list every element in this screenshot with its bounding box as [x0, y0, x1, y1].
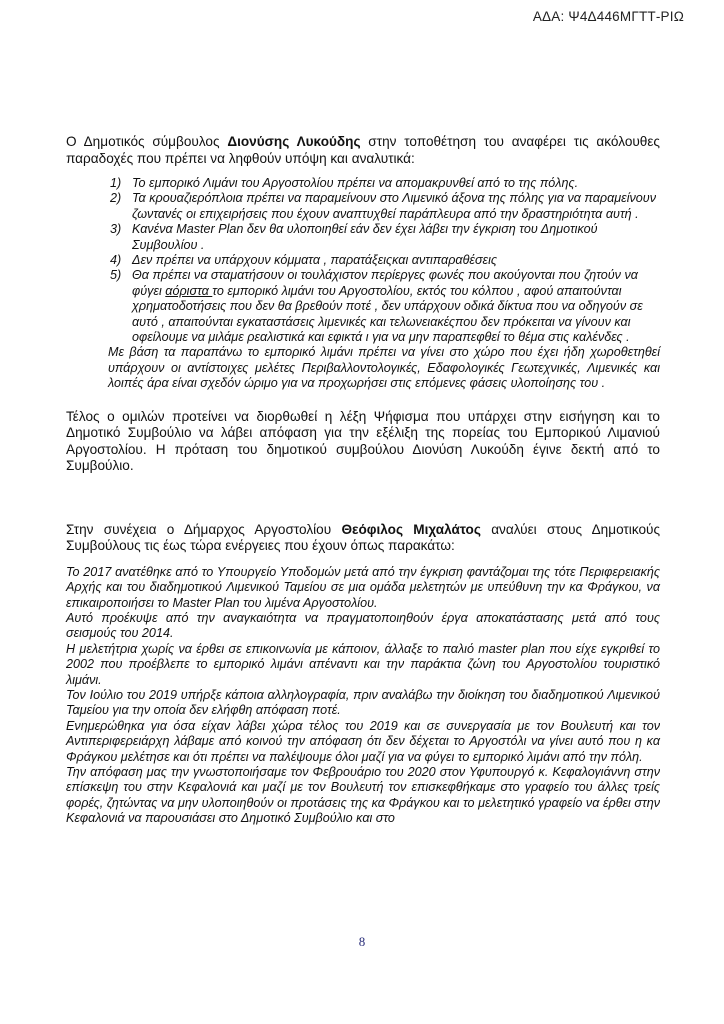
statement-paragraph: Το 2017 ανατέθηκε από το Υπουργείο Υποδομών μετά από την έγκριση φαντάζομαι της τότε Περιφερειακής Αρχής και του διαδημοτικού Λιμενικού Ταμείου σε μια ομάδα μελετητών με υπεύθυνη την κα Φράγκου, να επικαιροποιήσει το Master Plan του λιμένα Αργοστολίου.	[66, 564, 660, 610]
speaker-name: Θεόφιλος Μιχαλάτος	[341, 521, 481, 537]
points-list	[66, 176, 660, 345]
statement-paragraph: Τον Ιούλιο του 2019 υπήρξε κάποια αλληλογραφία, πριν αναλάβω την διοίκηση του διαδημοτικού Λιμενικού Ταμείου για την οποία δεν ελήφθη απόφαση ποτέ.	[66, 687, 660, 718]
list-item	[66, 191, 660, 222]
statement-paragraph: Την απόφαση μας την γνωστοποιήσαμε τον Φεβρουάριο του 2020 στον Υφυπουργό κ. Κεφαλογιάννη στην επίσκεψη του στην Κεφαλονιά και μαζί με τον Βουλευτή τον επισκεφθήκαμε στο γραφείο του άλλες τρείς φορές, ζητώντας να μην υλοποιηθούν οι προτάσεις της κα Φράγκου και το μελετητικό γραφείο να έρθει στην Κεφαλονιά να παρουσιάσει στο Δημοτικό Συμβούλιο και στο	[66, 764, 660, 826]
speaker-name: Διονύσης Λυκούδης	[227, 134, 361, 149]
statement-paragraph: Αυτό προέκυψε από την αναγκαιότητα να πραγματοποιηθούν έργα αποκατάστασης μετά από τους σεισμούς του 2014.	[66, 610, 660, 641]
section3-intro	[66, 522, 660, 555]
list-number: 5)	[110, 268, 122, 283]
list-text: το εμπορικό λιμάνι του Αργοστολίου, εκτός του κόλπου , αφού απαιτούνται χρηματοδοτήσεις που δεν θα βρεθούν ποτέ , δεν υπάρχουν οδικά δίκτυα που να οδηγούν σε αυτό , απαιτούνται εγκαταστάσεις λιμενικές και τελωνειακέςπου δεν πρόκειται να γίνουν και οφείλουμε να μιλάμε ρεαλιστικά και εφικτά ι για να μην παραπεφθεί το θέμα στις καλένδες .	[132, 283, 643, 345]
underlined-word: αόριστα	[165, 283, 213, 298]
list-number: 3)	[110, 222, 122, 237]
page-number: 8	[358, 934, 366, 949]
intro-text: Στην συνέχεια ο Δήμαρχος Αργοστολίου	[66, 521, 342, 537]
list-number: 1)	[110, 176, 122, 190]
list-text: Τα κρουαζιερόπλοια πρέπει να παραμείνουν στο Λιμενικό άξονα της πόλης για να παραμείνουν ζωντανές οι επιχειρήσεις που έχουν αναπτυχθεί παράπλευρα από την δραστηριότητα αυτή .	[132, 191, 657, 221]
list-item	[66, 268, 660, 345]
document-body	[66, 134, 660, 827]
list-text: Κανένα Master Plan δεν θα υλοποιηθεί εάν δεν έχει λάβει την έγκριση του Δημοτικού Συμβουλίου .	[132, 222, 598, 252]
section1-intro	[66, 134, 660, 167]
section1-conclusion: Με βάση τα παραπάνω το εμπορικό λιμάνι πρέπει να γίνει στο χώρο που έχει ήδη χωροθετηθεί υπάρχουν οι αντίστοιχες μελέτες Περιβαλλοντολογικές, Εδαφολογικές Γεωτεχνικές, Λιμενικές και λοιπές άρα είναι σχεδόν ώριμο για να προχωρήσει στις επόμενες φάσεις υλοποίησης του .	[108, 345, 660, 391]
list-number: 4)	[110, 253, 122, 268]
list-text: Το εμπορικό Λιμάνι του Αργοστολίου πρέπει να απομακρυνθεί από το της πόλης.	[132, 176, 579, 190]
ada-document-id: ΑΔΑ: Ψ4Δ446ΜΓΤΤ-ΡΙΩ	[532, 9, 684, 24]
list-text: Δεν πρέπει να υπάρχουν κόμματα , παρατάξειςκαι αντιπαραθέσεις	[132, 253, 498, 268]
intro-text: αναλύει στους Δημοτικούς Συμβούλους τις έως τώρα ενέργειες που έχουν όπως παρακάτω:	[66, 521, 661, 554]
statement-paragraph: Ενημερώθηκα για όσα είχαν λάβει χώρα τέλος του 2019 και σε συνεργασία με τον Βουλευτή και τον Αντιπεριφερειάρχη λάβαμε από κοινού την απόφαση ότι δεν δέχεται το Αργοστόλι να γίνει αυτό που η κα Φράγκου μελέτησε και ότι πρέπει να παλέψουμε όλοι μαζί για να φύγει το εμπορικό λιμάνι από την πόλη.	[66, 718, 660, 764]
list-item	[66, 222, 660, 253]
intro-text: Ο Δημοτικός σύμβουλος	[66, 134, 228, 149]
list-item	[66, 253, 660, 268]
intro-text: στην τοποθέτηση του αναφέρει τις ακόλουθες παραδοχές που πρέπει να ληφθούν υπόψη και αναλυτικά:	[66, 134, 660, 166]
section2-paragraph: Τέλος ο ομιλών προτείνει να διορθωθεί η λέξη Ψήφισμα που υπάρχει στην εισήγηση και το Δημοτικό Συμβούλιο να λάβει απόφαση για την εξέλιξη της πορείας του Εμπορικού Λιμανιού Αργοστολίου. Η πρόταση του δημοτικού συμβούλου Διονύση Λυκούδη έγινε δεκτή από το Συμβούλιο.	[66, 408, 660, 474]
list-number: 2)	[110, 191, 122, 206]
list-item	[66, 176, 660, 191]
statement-paragraph: Η μελετήτρια χωρίς να έρθει σε επικοινωνία με κάποιον, άλλαξε το παλιό master plan που είχε εγκριθεί το 2002 που προέβλεπε το εμπορικό λιμάνι απέναντι και την παράκτια ζώνη του Αργοστολίου τουριστικό λιμάνι.	[66, 641, 660, 687]
list-text: Θα πρέπει να σταματήσουν οι τουλάχιστον περίεργες φωνές που ακούγονται που ζητούν να φύγει	[132, 268, 638, 298]
